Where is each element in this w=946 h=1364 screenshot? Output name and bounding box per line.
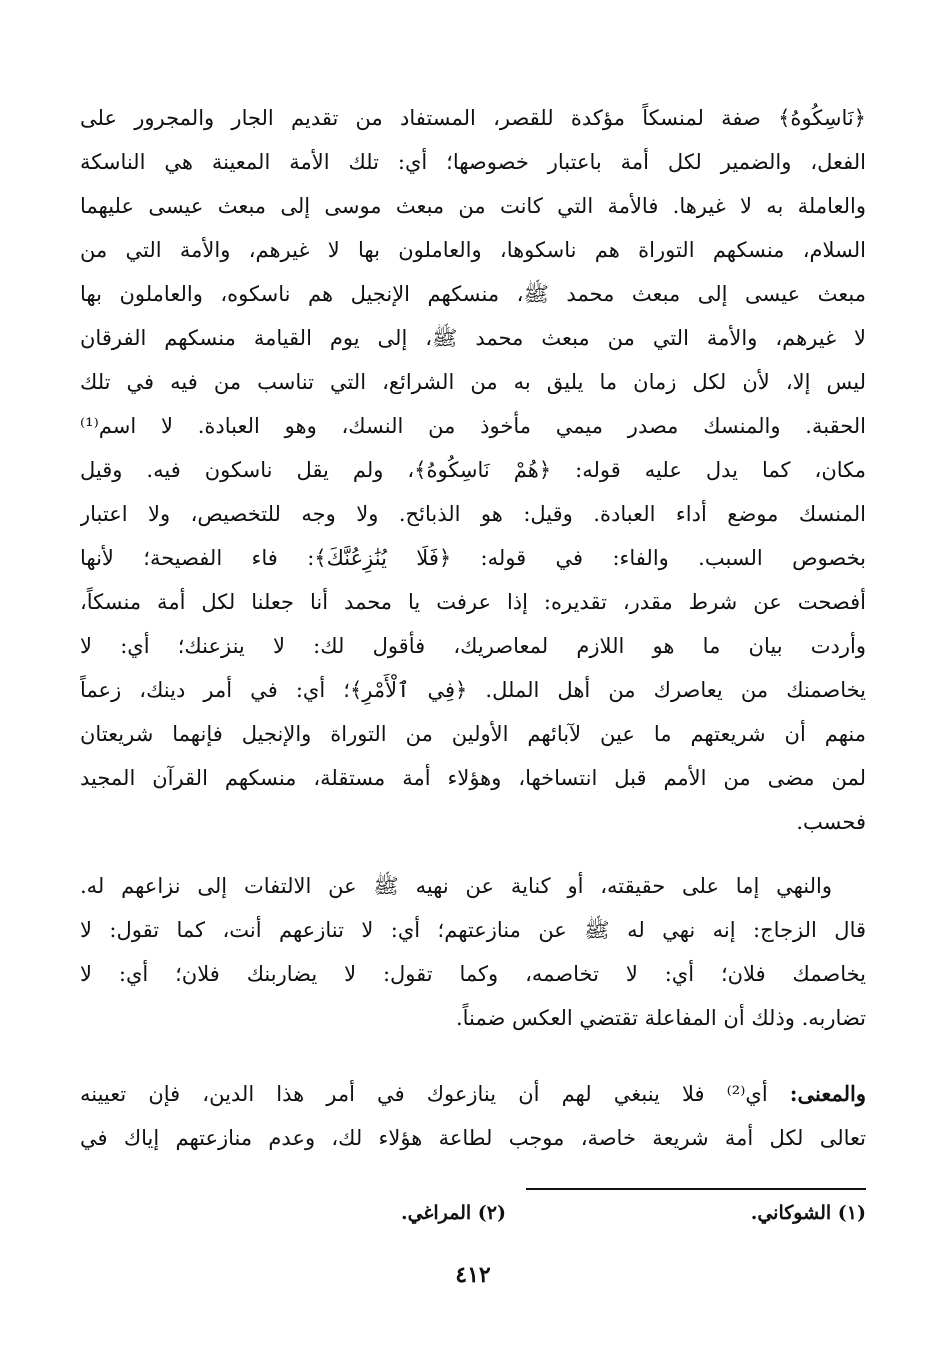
footnote-text: الشوكاني. bbox=[750, 1202, 832, 1224]
text-line: بخصوص السبب. والفاء: في قوله: ﴿فَلَا يُنَٰزِعُنَّكَ﴾: فاء الفصيحة؛ لأنها bbox=[80, 546, 866, 570]
text-line bbox=[80, 1072, 866, 1116]
footnote-1 bbox=[751, 1202, 866, 1224]
paragraph-maana bbox=[80, 1072, 866, 1160]
maana-first-line: أي⁽²⁾ فلا ينبغي لهم أن ينازعوك في أمر هذا الدين، فإن تعيينه bbox=[80, 1082, 790, 1106]
text-line: لا غيرهم، والأمة التي من مبعث محمد ﷺ، إلى يوم القيامة منسكهم الفرقان bbox=[80, 326, 866, 350]
footnote-2 bbox=[401, 1202, 506, 1224]
text-line: والنهي إما على حقيقته، أو كناية عن نهيه ﷺ عن الالتفات إلى نزاعهم له. bbox=[80, 874, 832, 898]
text-line: الحقبة. والمنسك مصدر ميمي مأخوذ من النسك، وهو العبادة. لا اسم⁽¹⁾ bbox=[80, 414, 866, 438]
text-line: مبعث عيسى إلى مبعث محمد ﷺ، منسكهم الإنجيل هم ناسكوه، والعاملون بها bbox=[80, 282, 866, 306]
text-line: الفعل، والضمير لكل أمة باعتبار خصوصها؛ أي: تلك الأمة المعينة هي الناسكة bbox=[80, 150, 866, 174]
text-line: منهم أن شريعتهم ما عين لآبائهم الأولين من التوراة والإنجيل فإنهما شريعتان bbox=[80, 722, 866, 746]
text-line: والعاملة به لا غيرها. فالأمة التي كانت من مبعث موسى إلى مبعث عيسى عليهما bbox=[80, 194, 866, 218]
footnote-text: المراغي. bbox=[400, 1202, 472, 1224]
text-line: فحسب. bbox=[796, 810, 866, 834]
text-line: قال الزجاج: إنه نهي له ﷺ عن منازعتهم؛ أي: لا تنازعهم أنت، كما تقول: لا bbox=[80, 918, 866, 942]
paragraph-nahy bbox=[80, 864, 866, 1040]
text-line: مكان، كما يدل عليه قوله: ﴿هُمْ نَاسِكُوهُ﴾، ولم يقل ناسكون فيه. وقيل bbox=[80, 458, 866, 482]
text-line: أفصحت عن شرط مقدر، تقديره: إذا عرفت يا محمد أنا جعلنا لكل أمة منسكاً، bbox=[80, 590, 866, 614]
text-line: لمن مضى من الأمم قبل انتساخها، وهؤلاء أمة مستقلة، منسكهم القرآن المجيد bbox=[80, 766, 866, 790]
text-line: ليس إلا، لأن لكل زمان ما يليق به من الشرائع، التي تناسب من فيه في تلك bbox=[80, 370, 866, 394]
footnote-number: (١) bbox=[837, 1202, 866, 1224]
text-line: تضاربه. وذلك أن المفاعلة تقتضي العكس ضمناً. bbox=[455, 1006, 866, 1030]
paragraph-tafsir-nasikuhu bbox=[80, 96, 866, 844]
text-line: يخاصمك فلان؛ أي: لا تخاصمه، وكما تقول: لا يضاربنك فلان؛ أي: لا bbox=[80, 962, 866, 986]
footnote-separator bbox=[526, 1188, 866, 1190]
footnote-number: (٢) bbox=[477, 1202, 506, 1224]
text-line: تعالى لكل أمة شريعة خاصة، موجب لطاعة هؤلاء لك، وعدم منازعتهم إياك في bbox=[80, 1126, 866, 1150]
page-number: ٤١٢ bbox=[455, 1262, 491, 1288]
footnotes bbox=[80, 1202, 866, 1238]
text-line: المنسك موضع أداء العبادة. وقيل: هو الذبائح. ولا وجه للتخصيص، ولا اعتبار bbox=[80, 502, 866, 526]
text-line: وأردت بيان ما هو اللازم لمعاصريك، فأقول لك: لا ينزعنك؛ أي: لا bbox=[80, 634, 866, 658]
text-line: ﴿نَاسِكُوهُ﴾ صفة لمنسكاً مؤكدة للقصر، المستفاد من تقديم الجار والمجرور على bbox=[80, 106, 866, 130]
maana-heading: والمعنى: bbox=[789, 1081, 866, 1106]
text-line: السلام، منسكهم التوراة هم ناسكوها، والعاملون بها لا غيرهم، والأمة التي من bbox=[80, 238, 866, 262]
text-line: يخاصمنك من يعاصرك من أهل الملل. ﴿فِي ٱلْأَمْرِ﴾؛ أي: في أمر دينك، زعماً bbox=[80, 678, 866, 702]
